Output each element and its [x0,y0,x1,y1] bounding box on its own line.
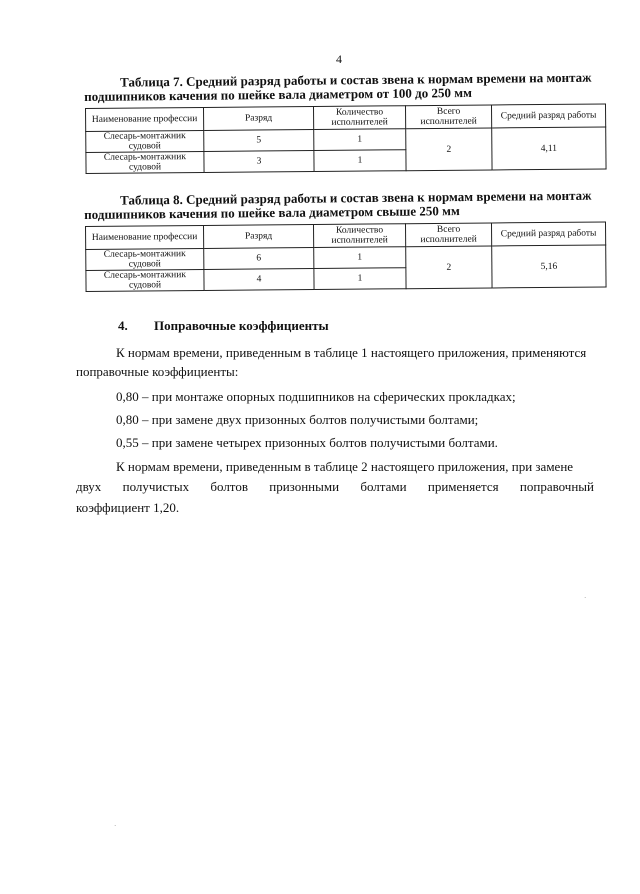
para2-word: двух [76,479,102,494]
table8-row2-count: 1 [314,268,406,290]
table8-row2-grade: 4 [204,269,314,291]
intro-line1: К нормам времени, приведенным в таблице 1 настоящего приложения, применяются [116,345,587,360]
coefficient-item-1: 0,80 – при монтаже опорных подшипников на сферических прокладках; [116,389,516,404]
table7 [85,103,607,174]
section-title: Поправочные коэффициенты [154,318,329,333]
table7-row2-grade: 3 [204,151,314,173]
table7-header-average: Средний разряд работы [491,104,605,128]
table7-caption [84,71,592,104]
section-number: 4. [118,318,128,333]
coefficient-item-2: 0,80 – при замене двух призонных болтов получистыми болтами; [116,412,479,427]
table7-row1-grade: 5 [204,130,314,152]
table8-caption-line2: подшипников качения по шейке вала диаметром свыше 250 мм [84,203,460,222]
para2-word: применяется [427,479,499,494]
table8 [85,221,607,292]
table-row [86,127,606,153]
table8-row1-count: 1 [314,247,406,269]
table7-row1-count: 1 [314,129,406,151]
para2-line1: К нормам времени, приведенным в таблице 2 настоящего приложения, при замене [116,459,574,474]
table8-caption-line1: Таблица 8. Средний разряд работы и состав звена к нормам времени на монтаж [119,187,592,208]
table8-header-profession: Наименование профессии [86,225,204,249]
table8-header-average: Средний разряд работы [491,222,605,246]
table-row [86,245,606,271]
table8-row1-grade: 6 [204,248,314,270]
table8-average: 5,16 [492,245,606,288]
table8-caption [84,189,592,222]
table7-caption-line2: подшипников качения по шейке вала диаметром от 100 до 250 мм [84,84,472,104]
table7-header-count: Количество исполнителей [313,106,405,130]
table7-caption-line1: Таблица 7. Средний разряд работы и состав звена к нормам времени на монтаж [119,69,592,90]
table8-header-grade: Разряд [203,225,313,249]
table7-header-profession: Наименование профессии [86,107,204,131]
table8-header-count: Количество исполнителей [313,224,405,248]
page-number: 4 [336,52,342,66]
table8-header-total: Всего исполнителей [405,223,491,247]
para2-word: болтами [360,479,407,494]
table7-row1-profession: Слесарь-монтажник судовой [86,130,204,152]
table8-total: 2 [406,246,492,289]
coefficient-item-3: 0,55 – при замене четырех призонных болтов получистыми болтами. [116,435,498,450]
para2-word: поправочный [519,479,594,494]
table8-row1-profession: Слесарь-монтажник судовой [86,248,204,270]
para2-word: болтов [210,479,248,494]
para2-word: призонными [269,479,340,494]
table7-average: 4,11 [492,127,606,170]
table7-row2-count: 1 [314,150,406,172]
para2-line2 [76,479,594,495]
section-heading [118,318,329,334]
para2-line3: коэффициент 1,20. [76,500,180,515]
table7-total: 2 [406,128,492,171]
table8-row2-profession: Слесарь-монтажник судовой [86,269,204,291]
para2-word: получистых [122,479,190,494]
scan-speck: · [114,822,117,830]
scan-speck: · [584,594,587,602]
table7-header-grade: Разряд [203,107,313,131]
table7-header-total: Всего исполнителей [405,105,491,129]
table7-row2-profession: Слесарь-монтажник судовой [86,151,204,173]
intro-line2: поправочные коэффициенты: [76,364,239,379]
